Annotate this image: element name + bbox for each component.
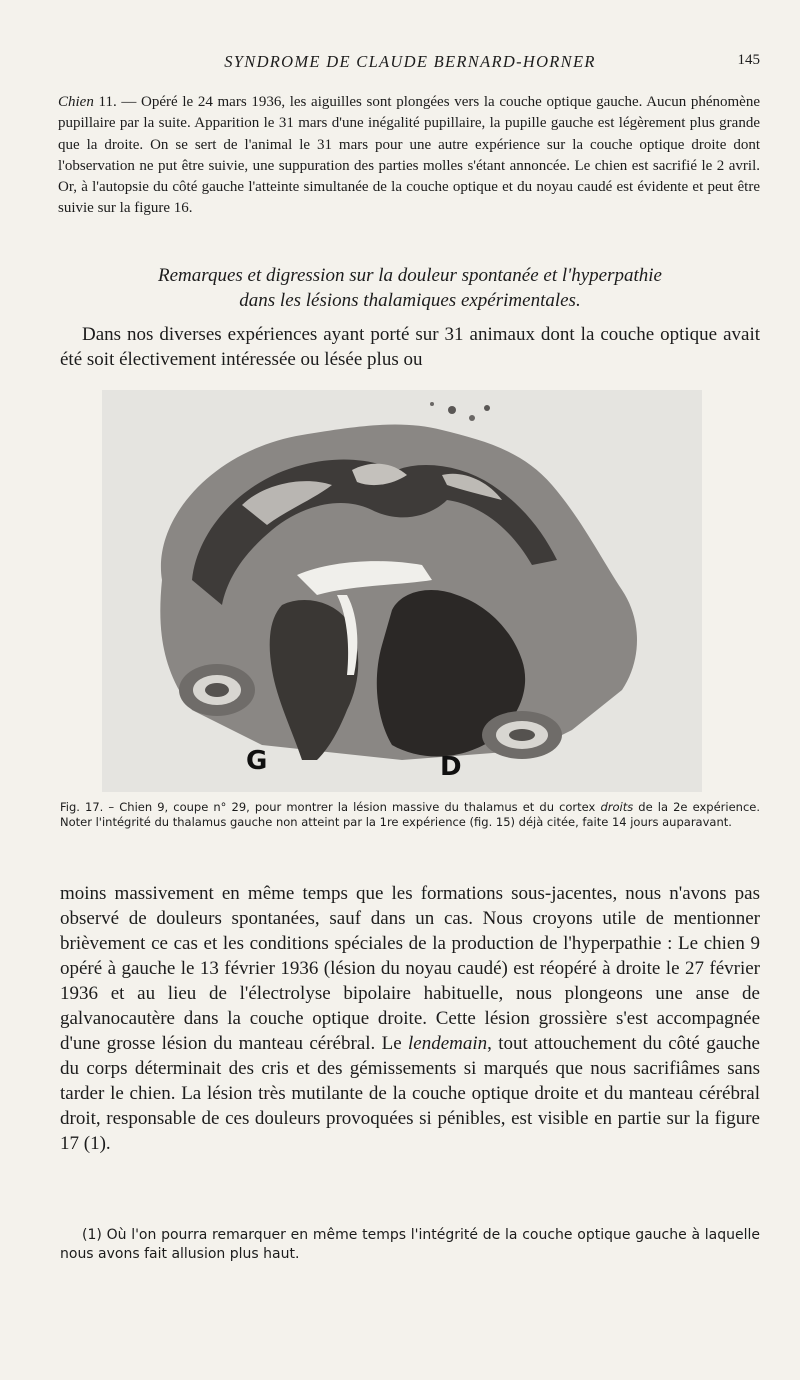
section-title-line-2: dans les lésions thalamiques expérimentales. <box>239 290 581 311</box>
paragraph-2-text: Dans nos diverses expériences ayant porté sur 31 animaux dont la couche optique avait été soit électivement intéressée ou lésée plus ou <box>60 324 760 370</box>
caption-prefix: Fig. 17. – Chien 9, coupe n° 29, pour montrer la lésion massive du thalamus et du cortex <box>60 800 601 814</box>
running-head <box>60 52 760 76</box>
paragraph-3 <box>60 881 760 1156</box>
paragraph-chien-11 <box>58 92 760 220</box>
section-title <box>60 263 760 313</box>
caption-suffix: de la 2e expérience. Noter l'intégrité du thalamus gauche non atteint par la 1re expérience (fig. 15) déjà citée, faite 14 jours auparavant. <box>60 800 760 829</box>
figure-label-left: G <box>246 746 268 776</box>
paragraph-3-italic: lendemain <box>408 1033 488 1054</box>
figure-label-right: D <box>440 752 462 782</box>
footnote <box>60 1226 760 1264</box>
figure-caption <box>60 800 760 830</box>
page-number: 145 <box>737 52 760 68</box>
paragraph-3-text-a: moins massivement en même temps que les formations sous-jacentes, nous n'avons pas observé de douleurs spontanées, sauf dans un cas. Nous croyons utile de mentionner brièvement ce cas et les conditions spéciales de la production de l'hyperpathie : Le chien 9 opéré à gauche le 13 février 1936 (lésion du noyau caudé) est réopéré à droite le 27 février 1936 et au lieu de l'électrolyse bipolaire habituelle, nous plongeons une anse de galvanocautère dans la couche optique droite. Cette lésion grossière s'est accompagnée d'une grosse lésion du manteau cérébral. Le <box>60 883 760 1054</box>
paragraph-2 <box>60 322 760 372</box>
paragraph-3-text-b: , tout attouchement du côté gauche du corps déterminait des cris et des gémissements si marqués que nous sacrifiâmes sans tarder le chien. La lésion très mutilante de la couche optique droite et du manteau cérébral droit, responsable de ces douleurs provoquées si pénibles, est visible en partie sur la figure 17 (1). <box>60 1033 760 1154</box>
brain-section-image <box>102 390 702 792</box>
chien-label: Chien <box>58 94 94 110</box>
caption-italic: droits <box>600 800 634 814</box>
figure-17-photograph <box>102 390 702 792</box>
section-title-line-1: Remarques et digression sur la douleur spontanée et l'hyperpathie <box>158 265 662 286</box>
running-title: SYNDROME DE CLAUDE BERNARD-HORNER <box>224 52 596 71</box>
footnote-text: (1) Où l'on pourra remarquer en même temps l'intégrité de la couche optique gauche à laquelle nous avons fait allusion plus haut. <box>60 1227 760 1262</box>
paragraph-1-text: 11. — Opéré le 24 mars 1936, les aiguilles sont plongées vers la couche optique gauche. Aucun phénomène pupillaire par la suite. Apparition le 31 mars d'une inégalité pupillaire, la pupille gauche est légèrement plus grande que la droite. On se sert de l'animal le 31 mars pour une autre expérience sur la couche optique droite dont l'observation ne put être suivie, une suppuration des parties molles s'étant annoncée. Le chien est sacrifié le 2 avril. Or, à l'autopsie du côté gauche l'atteinte simultanée de la couche optique et du noyau caudé est évidente et peut être suivie sur la figure 16. <box>58 94 760 217</box>
